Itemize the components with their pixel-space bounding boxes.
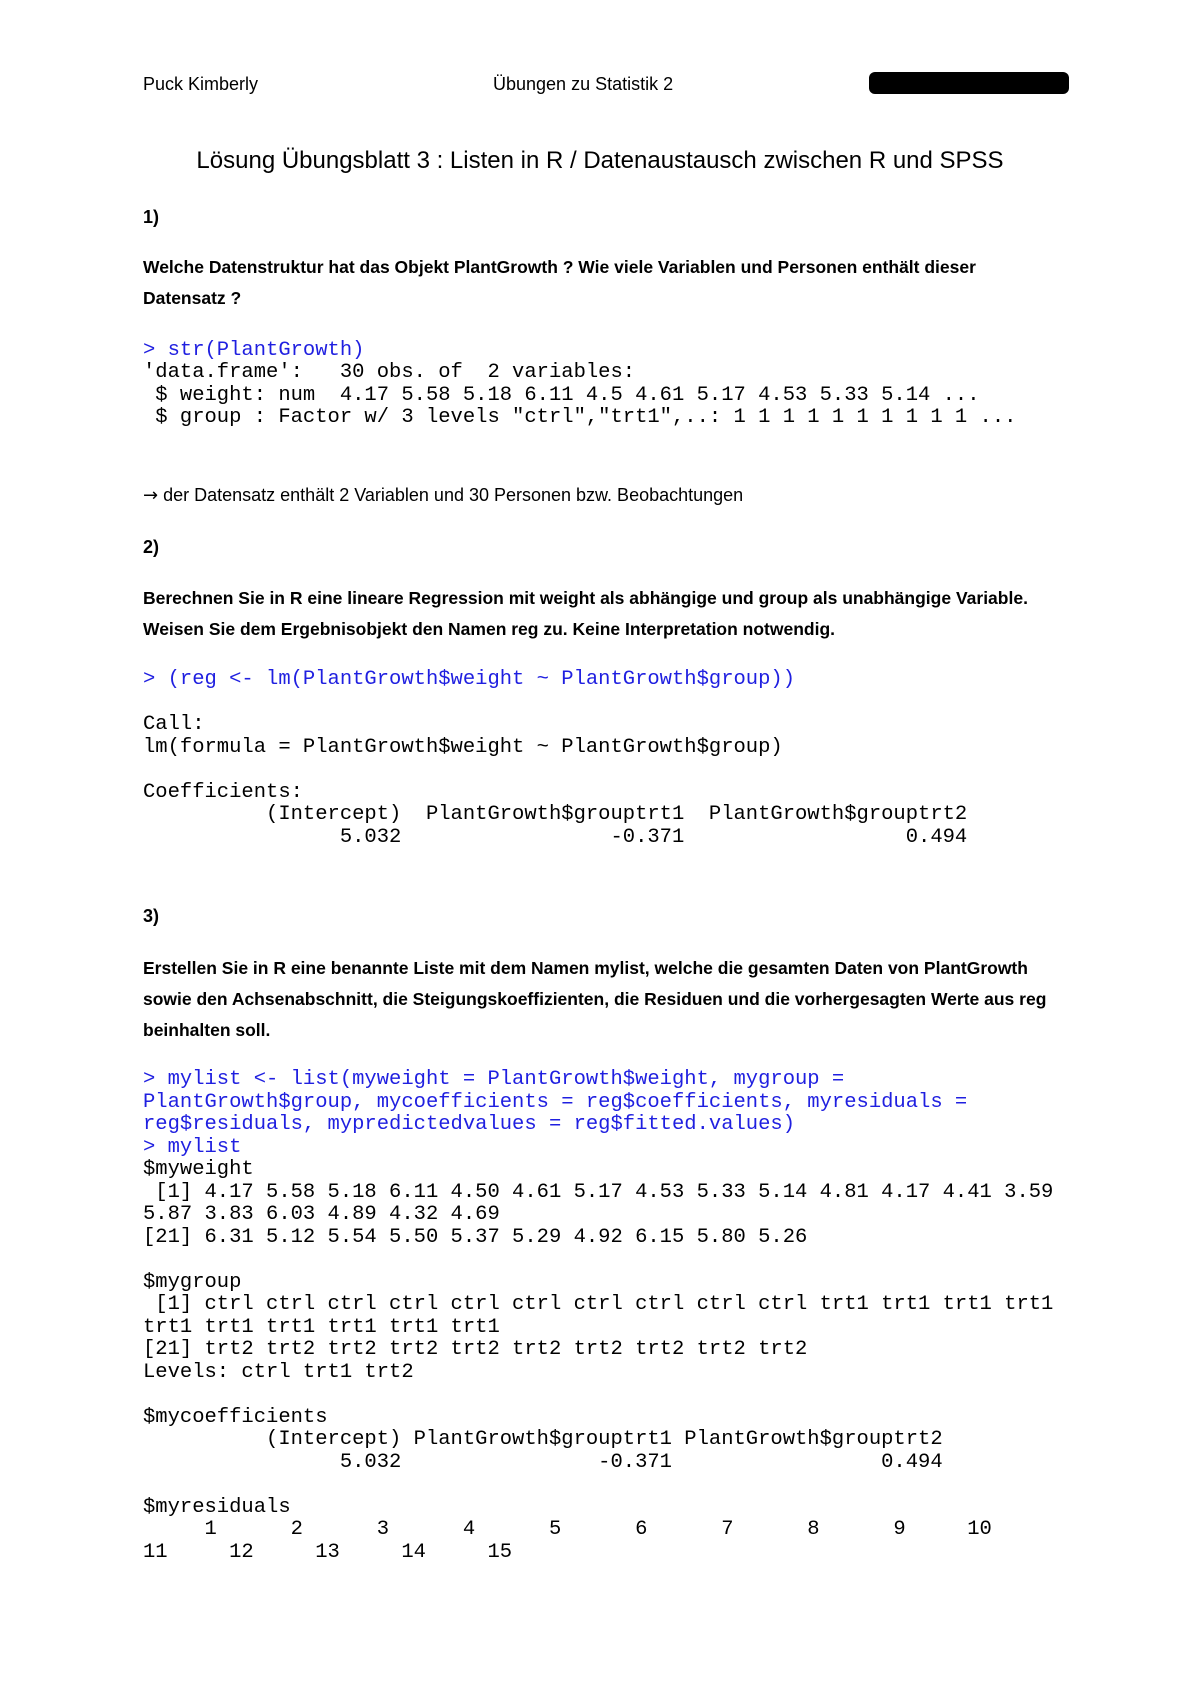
header-author: Puck Kimberly [143, 74, 259, 94]
section-3-command: > mylist <- list(myweight = PlantGrowth$weight, mygroup = PlantGrowth$group, mycoefficients = reg$coefficients, myresiduals = reg$residuals, mypredictedvalues = reg$fitted.values) > mylist [143, 1068, 968, 1159]
header-course: Übungen zu Statistik 2 [493, 74, 674, 94]
section-2-command: > (reg <- lm(PlantGrowth$weight ~ PlantGrowth$group)) [143, 668, 796, 691]
section-2-output: Call: lm(formula = PlantGrowth$weight ~ PlantGrowth$group) Coefficients: (Intercept) PlantGrowth$grouptrt1 PlantGrowth$grouptrt2 5.032 -0.371 0.494 [143, 713, 968, 849]
section-1-answer-text: der Datensatz enthält 2 Variablen und 30 Personen bzw. Beobachtungen [158, 485, 744, 505]
section-2-question: Berechnen Sie in R eine lineare Regression mit weight als abhängige und group als unabhängige Variable. Weisen Sie dem Ergebnisobjekt den Namen reg zu. Keine Interpretation notwendig. [143, 588, 1028, 639]
arrow-right-icon: → [143, 485, 159, 506]
document-title: Lösung Übungsblatt 3 : Listen in R / Datenaustausch zwischen R und SPSS [196, 147, 1004, 174]
section-1-output: 'data.frame': 30 obs. of 2 variables: $ weight: num 4.17 5.58 5.18 6.11 4.5 4.61 5.17 4.53 5.33 5.14 ... $ group : Factor w/ 3 levels "ctrl","trt1",..: 1 1 1 1 1 1 1 1 1 1 ... [143, 361, 1017, 429]
section-2-number: 2) [143, 537, 160, 557]
page-header [143, 74, 1073, 100]
redacted-block [869, 72, 1069, 94]
section-1-command: > str(PlantGrowth) [143, 339, 365, 362]
section-3-output: $myweight [1] 4.17 5.58 5.18 6.11 4.50 4.61 5.17 4.53 5.33 5.14 4.81 4.17 4.41 3.59 5.87 3.83 6.03 4.89 4.32 4.69 [21] 6.31 5.12 5.54 5.50 5.37 5.29 4.92 6.15 5.80 5.26 $mygroup [1] ctrl ctrl ctrl ctrl ctrl ctrl ctrl ctrl ctrl ctrl trt1 trt1 trt1 trt1 trt1 trt1 trt1 trt1 trt1 trt1 [21] trt2 trt2 trt2 trt2 trt2 trt2 trt2 trt2 trt2 trt2 Levels: ctrl trt1 trt2 $mycoefficients (Intercept) PlantGrowth$grouptrt1 PlantGrowth$grouptrt2 5.032 -0.371 0.494 $myresiduals 1 2 3 4 5 6 7 8 9 10 11 12 13 14 15 [143, 1158, 1054, 1564]
section-1-answer [143, 485, 1063, 506]
section-1-number: 1) [143, 207, 160, 227]
section-1-question: Welche Datenstruktur hat das Objekt PlantGrowth ? Wie viele Variablen und Personen enthält dieser Datensatz ? [143, 257, 976, 308]
section-3-question: Erstellen Sie in R eine benannte Liste mit dem Namen mylist, welche die gesamten Daten von PlantGrowth sowie den Achsenabschnitt, die Steigungskoeffizienten, die Residuen und die vorhergesagten Werte aus reg beinhalten soll. [143, 958, 1047, 1040]
section-3-number: 3) [143, 906, 160, 926]
